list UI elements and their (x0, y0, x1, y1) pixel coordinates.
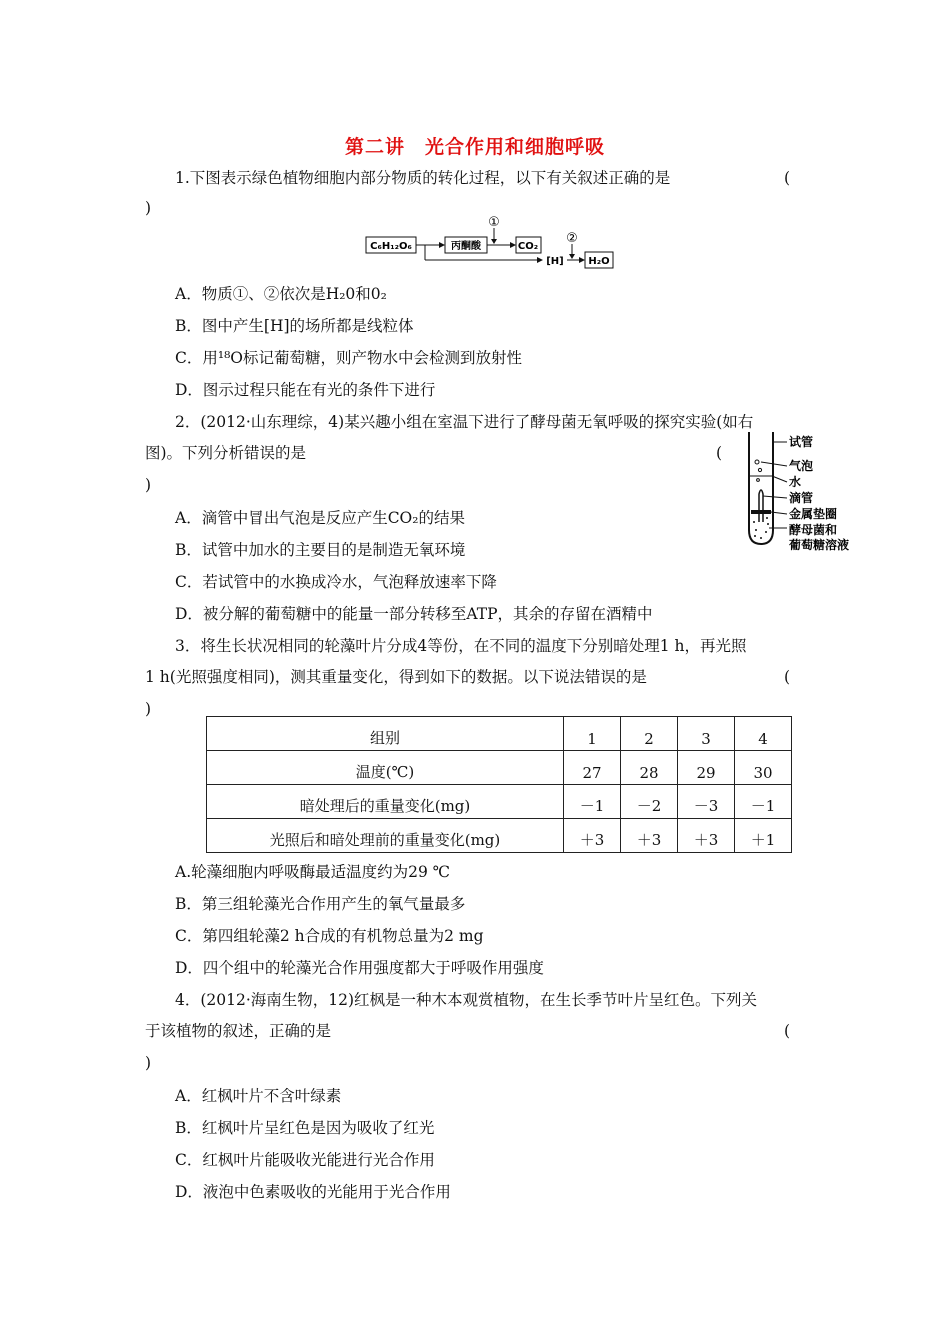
q2-option-c: C．若试管中的水换成冷水，气泡释放速率下降 (175, 573, 497, 591)
q1-option-c: C．用¹⁸O标记葡萄糖，则产物水中会检测到放射性 (175, 349, 522, 367)
q2-paren-close: ) (145, 476, 152, 494)
q1-paren-close: ) (145, 199, 152, 217)
q1-stem: 1.下图表示绿色植物细胞内部分物质的转化过程，以下有关叙述正确的是 (175, 169, 671, 187)
q1-option-d: D．图示过程只能在有光的条件下进行 (175, 381, 436, 399)
mark-2: ② (566, 231, 578, 246)
table-row (207, 751, 792, 785)
q4-option-a: A．红枫叶片不含叶绿素 (175, 1087, 342, 1105)
q3-option-c: C．第四组轮藻2 h合成的有机物总量为2 mg (175, 927, 484, 945)
table-cell: 4 (735, 717, 792, 751)
q4-paren-open: ( (784, 1022, 791, 1040)
table-cell: 组别 (207, 717, 564, 751)
label-metal-ring: 金属垫圈 (789, 507, 838, 521)
pyruvate-label: 丙酮酸 (451, 241, 481, 252)
label-dropper: 滴管 (789, 491, 814, 505)
q2-option-d: D．被分解的葡萄糖中的能量一部分转移至ATP，其余的存留在酒精中 (175, 605, 653, 623)
q2-stem-line1: 2．(2012·山东理综，4)某兴趣小组在室温下进行了酵母菌无氧呼吸的探究实验(如右 (175, 413, 754, 431)
q3-option-a: A.轮藻细胞内呼吸酶最适温度约为29 ℃ (175, 863, 451, 881)
q1-diagram (365, 212, 625, 272)
table-cell: ＋1 (735, 819, 792, 853)
glucose-label: C₆H₁₂O₆ (370, 241, 412, 252)
table-row (207, 819, 792, 853)
q4-option-d: D．液泡中色素吸收的光能用于光合作用 (175, 1183, 451, 1201)
table-cell: 2 (621, 717, 678, 751)
table-cell: ＋3 (621, 819, 678, 853)
q3-stem-line1: 3．将生长状况相同的轮藻叶片分成4等份，在不同的温度下分别暗处理1 h，再光照 (175, 637, 747, 655)
table-cell: 28 (621, 751, 678, 785)
q4-stem-line2: 于该植物的叙述，正确的是 (145, 1022, 332, 1040)
table-cell: 29 (678, 751, 735, 785)
table-cell: －1 (735, 785, 792, 819)
table-row (207, 785, 792, 819)
label-water: 水 (789, 475, 802, 489)
co2-label: CO₂ (517, 241, 539, 252)
table-cell: 3 (678, 717, 735, 751)
table-cell: －1 (564, 785, 621, 819)
q4-stem-line1: 4．(2012·海南生物，12)红枫是一种木本观赏植物，在生长季节叶片呈红色。下列关 (175, 991, 758, 1009)
q1-paren-open: ( (784, 169, 791, 187)
label-bubble: 气泡 (789, 459, 814, 473)
test-tube (749, 432, 773, 544)
metal-ring (751, 510, 771, 514)
table-cell: 暗处理后的重量变化(mg) (207, 785, 564, 819)
table-cell: 27 (564, 751, 621, 785)
table-cell: ＋3 (678, 819, 735, 853)
page-title: 第二讲 光合作用和细胞呼吸 (344, 136, 605, 158)
water-label: H₂O (588, 256, 610, 267)
table-row (207, 717, 792, 751)
table-cell: ＋3 (564, 819, 621, 853)
q2-stem-line2: 图)。下列分析错误的是 (145, 444, 307, 462)
q3-stem-line2: 1 h(光照强度相同)，测其重量变化，得到如下的数据。以下说法错误的是 (145, 668, 647, 686)
label-glucose-solution: 葡萄糖溶液 (789, 538, 850, 552)
h-label: [H] (546, 256, 564, 267)
q4-paren-close: ) (145, 1054, 152, 1072)
q1-option-a: A．物质①、②依次是H₂0和0₂ (175, 285, 387, 303)
q3-paren-close: ) (145, 700, 152, 718)
table-cell: －3 (678, 785, 735, 819)
table-cell: 1 (564, 717, 621, 751)
q4-option-c: C．红枫叶片能吸收光能进行光合作用 (175, 1151, 435, 1169)
q2-option-a: A．滴管中冒出气泡是反应产生CO₂的结果 (175, 509, 465, 527)
table-cell: 光照后和暗处理前的重量变化(mg) (207, 819, 564, 853)
q3-paren-open: ( (784, 668, 791, 686)
q2-paren-open: ( (716, 444, 723, 462)
q3-data-table (206, 716, 792, 853)
q3-option-b: B．第三组轮藻光合作用产生的氧气量最多 (175, 895, 466, 913)
table-cell: －2 (621, 785, 678, 819)
label-yeast: 酵母菌和 (789, 523, 838, 537)
table-cell: 30 (735, 751, 792, 785)
label-test-tube: 试管 (789, 435, 814, 449)
q4-option-b: B．红枫叶片呈红色是因为吸收了红光 (175, 1119, 435, 1137)
q3-option-d: D．四个组中的轮藻光合作用强度都大于呼吸作用强度 (175, 959, 544, 977)
q1-option-b: B．图中产生[H]的场所都是线粒体 (175, 317, 414, 335)
q2-test-tube-figure (735, 430, 865, 555)
mark-1: ① (488, 215, 500, 230)
dropper (759, 490, 763, 522)
table-cell: 温度(℃) (207, 751, 564, 785)
q2-option-b: B．试管中加水的主要目的是制造无氧环境 (175, 541, 466, 559)
